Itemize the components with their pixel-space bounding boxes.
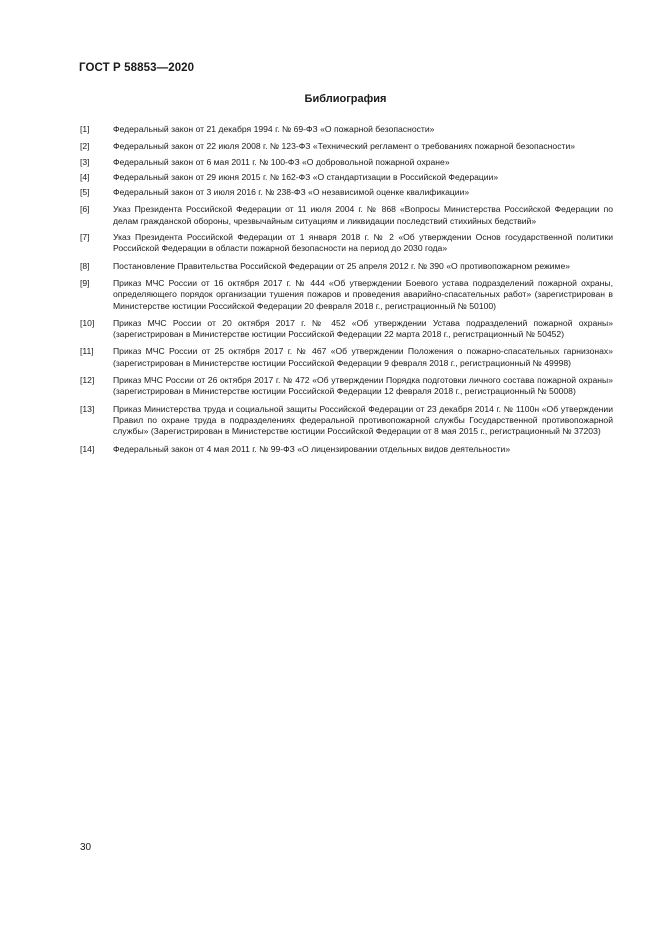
entry-text: Приказ МЧС России от 20 октября 2017 г. № 452 «Об утверждении Устава подразделений пожарной охраны» (зарегистрирован в Министерстве юстиции Российской Федерации 22 марта 2018 г., регистрационный № 50452) — [113, 317, 613, 340]
bibliography-title-text: Библиография — [304, 93, 387, 105]
entry-number: [7] — [80, 232, 90, 243]
bibliography-entry — [80, 172, 613, 183]
entry-text: Приказ МЧС России от 26 октября 2017 г. № 472 «Об утверждении Порядка подготовки личного состава пожарной охраны» (зарегистрирован в Министерстве юстиции Российской Федерации 12 февраля 2018 г., регистрационный № 50008) — [113, 375, 613, 397]
entry-text: Приказ МЧС России от 16 октября 2017 г. № 444 «Об утверждении Боевого устава подразделений пожарной охраны, определяющего порядок организации тушения пожаров и проведения аварийно-спасательных работ» (зарегистрирован в Министерстве юстиции Российской Федерации 20 февраля 2018 г., регистрационный № 50100) — [113, 277, 613, 311]
bibliography-entry — [80, 187, 613, 198]
bibliography-entry — [80, 404, 613, 438]
bibliography-entry — [80, 261, 613, 272]
bibliography-entry — [80, 141, 613, 152]
bibliography-entry — [80, 204, 613, 227]
bibliography-entry — [80, 375, 613, 398]
entry-number: [13] — [80, 403, 95, 414]
entry-number: [5] — [80, 187, 90, 198]
entry-text: Приказ МЧС России от 25 октября 2017 г. № 467 «Об утверждении Положения о пожарно-спасательных гарнизонах» (зарегистрирован в Министерстве юстиции Российской Федерации 9 февраля 2018 г., регистрационный № 49998) — [113, 346, 613, 368]
entry-text: Указ Президента Российской Федерации от 11 июля 2004 г. № 868 «Вопросы Министерства Российской Федерации по делам гражданской обороны, чрезвычайным ситуациям и ликвидации последствий стихийных бедствий» — [113, 204, 613, 226]
entry-text: Федеральный закон от 21 декабря 1994 г. № 69-ФЗ «О пожарной безопасности» — [113, 124, 435, 134]
entry-number: [11] — [80, 346, 94, 357]
entry-number: [12] — [80, 375, 95, 386]
entry-text: Федеральный закон от 29 июня 2015 г. № 162-ФЗ «О стандартизации в Российской Федерации» — [113, 171, 499, 182]
bibliography-entry — [80, 157, 613, 168]
entry-text: Федеральный закон от 22 июля 2008 г. № 123-ФЗ «Технический регламент о требованиях пожарной безопасности» — [113, 141, 576, 152]
entry-text: Федеральный закон от 3 июля 2016 г. № 238-ФЗ «О независимой оценке квалификации» — [113, 187, 470, 198]
bibliography-entry — [80, 318, 613, 341]
entry-number: [2] — [80, 141, 90, 152]
entry-number: [14] — [80, 443, 95, 454]
page-number: 30 — [80, 842, 92, 853]
entry-number: [3] — [80, 156, 90, 167]
bibliography-entry — [80, 124, 613, 135]
bibliography-entry — [80, 346, 613, 369]
bibliography-entry — [80, 232, 613, 255]
entry-text: Приказ Министерства труда и социальной защиты Российской Федерации от 23 декабря 2014 г. № 1100н «Об утверждении Правил по охране труда в подразделениях федеральной противопожарной службы Государственной противопожарной службы» (Зарегистрирован в Министерстве юстиции Российской Федерации от 8 мая 2015 г., регистрационный № 37203) — [113, 403, 613, 437]
entry-text: Федеральный закон от 6 мая 2011 г. № 100-ФЗ «О добровольной пожарной охране» — [113, 156, 450, 167]
bibliography-title — [0, 93, 661, 105]
entry-number: [1] — [80, 124, 90, 134]
bibliography-entry — [80, 444, 613, 455]
entry-text: Федеральный закон от 4 мая 2011 г. № 99-ФЗ «О лицензировании отдельных видов деятельности» — [113, 443, 511, 454]
bibliography-entry — [80, 278, 613, 312]
entry-text: Постановление Правительства Российской Федерации от 25 апреля 2012 г. № 390 «О противопожарном режиме» — [113, 260, 571, 271]
entry-text: Указ Президента Российской Федерации от 1 января 2018 г. № 2 «Об утверждении Основ государственной политики Российской Федерации в области пожарной безопасности на период до 2030 года» — [113, 232, 613, 254]
entry-number: [9] — [80, 277, 90, 288]
entry-number: [6] — [80, 204, 90, 215]
entry-number: [8] — [80, 260, 90, 271]
document-header: ГОСТ Р 58853—2020 — [79, 62, 195, 74]
bibliography-list — [80, 124, 613, 455]
entry-number: [10] — [80, 317, 95, 328]
entry-number: [4] — [80, 171, 90, 182]
